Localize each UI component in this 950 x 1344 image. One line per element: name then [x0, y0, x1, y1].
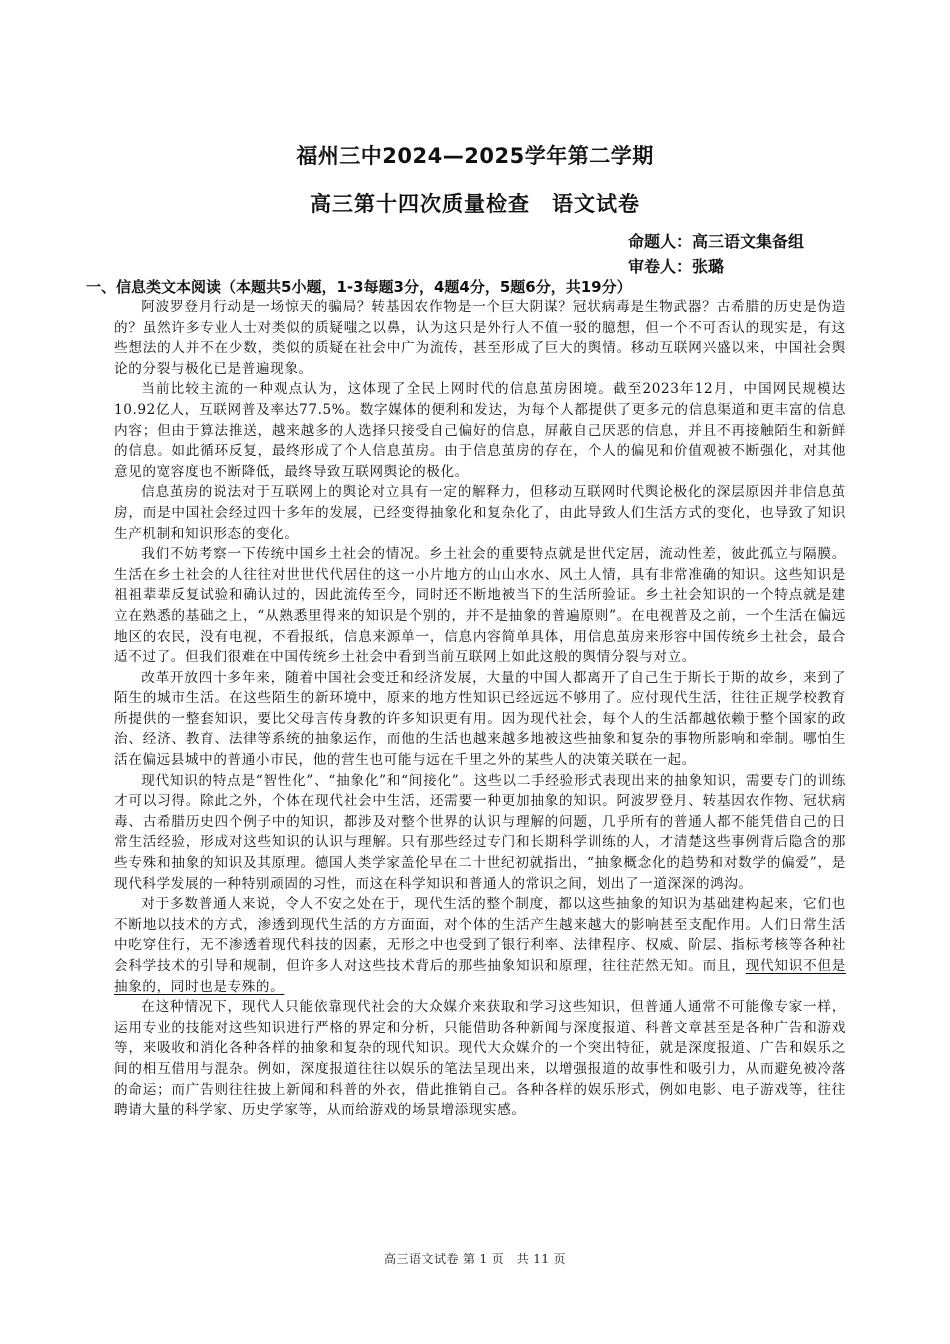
underlined-sentence: 现代知识不但是抽象的，同时也是专殊的。	[114, 958, 847, 995]
reading-passage	[114, 297, 846, 1121]
footer-page-number: 1	[479, 1252, 488, 1266]
reviewer-line: 审卷人：张璐	[628, 257, 725, 276]
footer-page-prefix: 第	[463, 1252, 476, 1266]
passage-paragraph: 改革开放四十多年来，随着中国社会变迁和经济发展，大量的中国人都离开了自己生于斯长于斯的故乡，来到了陌生的城市生活。在这些陌生的新环境中，原来的地方性知识已经远远不够用了。应付现代生活，往往正规学校教育所提供的一整套知识，要比父母言传身教的许多知识更有用。因为现代社会，每个人的生活都越依赖于整个国家的政治、经济、教育、法律等系统的抽象运作，而他的生活也越来越多地被这些抽象和复杂的事物所影响和牵制。哪怕生活在偏远县城中的普通小市民，他的营生也可能与远在千里之外的某些人的决策关联在一起。	[114, 669, 846, 769]
footer-total-pages: 11	[533, 1252, 550, 1266]
passage-paragraph-with-underline	[114, 894, 846, 997]
passage-paragraph: 现代知识的特点是“智性化”、“抽象化”和“间接化”。这些以二手经验形式表现出来的抽象知识，需要专门的训练才可以习得。除此之外，个体在现代社会中生活，还需要一种更加抽象的知识。阿波罗登月、转基因农作物、冠状病毒、古希腊历史四个例子中的知识，都涉及对整个世界的认识与理解的问题，几乎所有的普通人都不能凭借自己的日常生活经验，形成对这些知识的认识与理解。只有那些经过专门和长期科学训练的人，才清楚这些事例背后隐含的那些专殊和抽象的知识及其原理。德国人类学家盖伦早在二十世纪初就指出，“抽象概念化的趋势和对数学的偏爱”，是现代科学发展的一种特别顽固的习性，而这在科学知识和普通人的常识之间，划出了一道深深的鸿沟。	[114, 772, 846, 892]
passage-paragraph: 在这种情况下，现代人只能依靠现代社会的大众媒介来获取和学习这些知识，但普通人通常不可能像专家一样，运用专业的技能对这些知识进行严格的界定和分析，只能借助各种新闻与深度报道、科普文章甚至是各种广告和游戏等，来吸收和消化各种各样的抽象和复杂的现代知识。现代大众媒介的一个突出特征，就是深度报道、广告和娱乐之间的相互借用与混杂。例如，深度报道往往以娱乐的笔法呈现出来，以增强报道的故事性和吸引力，从而避免被冷落的命运；而广告则往往披上新闻和科普的外衣，借此推销自己。各种各样的娱乐形式，例如电影、电子游戏等，往往聘请大量的科学家、历史学家等，从而给游戏的场景增添现实感。	[114, 999, 846, 1119]
passage-paragraph: 信息茧房的说法对于互联网上的舆论对立具有一定的解释力，但移动互联网时代舆论极化的深层原因并非信息茧房，而是中国社会经过四十多年的发展，已经变得抽象化和复杂化了，由此导致人们生活方式的变化，也导致了知识生产机制和知识形态的变化。	[114, 484, 846, 542]
author-line: 命题人：高三语文集备组	[628, 232, 805, 251]
exam-title-line2: 高三第十四次质量检查 语文试卷	[310, 192, 640, 216]
footer-page-mid: 页 共	[491, 1252, 530, 1266]
footer-subject: 高三语文试卷	[384, 1252, 460, 1266]
passage-paragraph: 我们不妨考察一下传统中国乡土社会的情况。乡土社会的重要特点就是世代定居，流动性差，彼此孤立与隔膜。生活在乡土社会的人往往对世世代代居住的这一小片地方的山山水水、风土人情，具有非常准确的知识。这些知识是祖祖辈辈反复试验和确认过的，因此流传至今，同时还不断地被当下的生活所验证。乡土社会知识的一个特点就是建立在熟悉的基础之上，“从熟悉里得来的知识是个别的，并不是抽象的普遍原则”。在电视普及之前，一个生活在偏远地区的农民，没有电视，不看报纸，信息来源单一，信息内容简单具体，用信息茧房来形容中国传统乡土社会，最合适不过了。但我们很难在中国传统乡土社会中看到当前互联网上如此这般的舆情分裂与对立。	[114, 546, 846, 666]
passage-paragraph: 当前比较主流的一种观点认为，这体现了全民上网时代的信息茧房困境。截至2023年12月，中国网民规模达10.92亿人，互联网普及率达77.5%。数字媒体的便利和发达，为每个人都提供了更多元的信息渠道和更丰富的信息内容；但由于算法推送，越来越多的人选择只接受自己偏好的信息，屏蔽自己厌恶的信息，并且不再接触陌生和新鲜的信息。如此循环反复，最终形成了个人信息茧房。由于信息茧房的存在，个人的偏见和价值观被不断强化，对其他意见的宽容度也不断降低，最终导致互联网舆论的极化。	[114, 381, 846, 480]
footer-page-suffix: 页	[553, 1252, 566, 1266]
exam-title-line1: 福州三中2024—2025学年第二学期	[296, 144, 654, 168]
passage-paragraph: 阿波罗登月行动是一场惊天的骗局？转基因农作物是一个巨大阴谋？冠状病毒是生物武器？古希腊的历史是伪造的？虽然许多专业人士对类似的质疑嗤之以鼻，认为这只是外行人不值一驳的臆想，但一个不可否认的现实是，有这些想法的人并不在少数，类似的质疑在社会中广为流传，甚至形成了巨大的舆情。移动互联网兴盛以来，中国社会舆论的分裂与极化已是普遍现象。	[114, 299, 846, 377]
paragraph-text: 对于多数普通人来说，令人不安之处在于，现代生活的整个制度，都以这些抽象的知识为基础建构起来，它们也不断地以技术的方式，渗透到现代生活的方方面面，对个体的生活产生越来越大的影响甚至支配作用。人们日常生活中吃穿住行，无不渗透着现代科技的因素，无形之中也受到了银行利率、法律程序、权威、阶层、指标考核等各种社会科学技术的引导和规制，但许多人对这些技术背后的那些抽象知识和原理，往往茫然无知。而且，	[114, 896, 846, 974]
page-footer	[0, 1250, 950, 1267]
section-heading: 一、信息类文本阅读（本题共5小题，1-3每题3分，4题4分，5题6分，共19分）	[86, 278, 632, 296]
